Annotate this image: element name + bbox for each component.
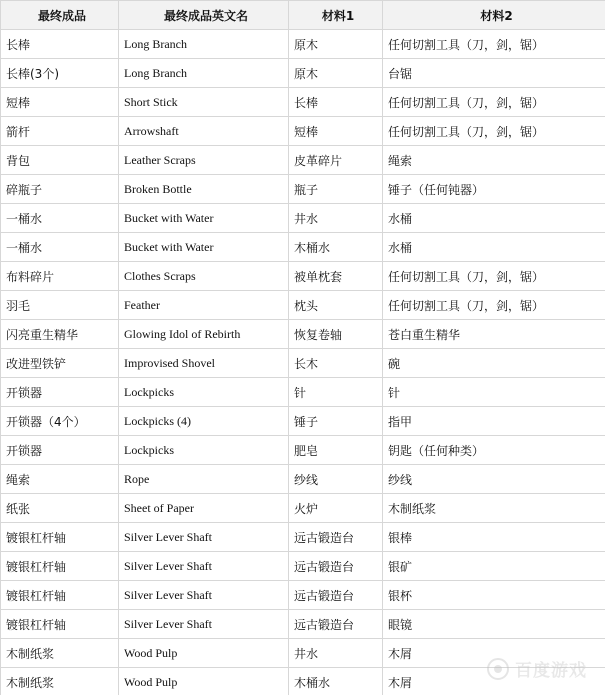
cell-final-product: 开锁器 bbox=[1, 378, 119, 407]
cell-material-2: 钥匙（任何种类） bbox=[383, 436, 605, 465]
table-row bbox=[1, 436, 605, 465]
cell-english-name: Silver Lever Shaft bbox=[119, 581, 289, 610]
table-row bbox=[1, 523, 605, 552]
cell-material-2: 任何切割工具（刀，剑，锯） bbox=[383, 262, 605, 291]
cell-material-1: 皮革碎片 bbox=[289, 146, 383, 175]
cell-english-name: Glowing Idol of Rebirth bbox=[119, 320, 289, 349]
cell-final-product: 镀银杠杆轴 bbox=[1, 552, 119, 581]
cell-material-1: 远古锻造台 bbox=[289, 523, 383, 552]
cell-english-name: Bucket with Water bbox=[119, 204, 289, 233]
cell-material-1: 短棒 bbox=[289, 117, 383, 146]
table-row bbox=[1, 668, 605, 695]
cell-final-product: 长棒(3个) bbox=[1, 59, 119, 88]
table-row bbox=[1, 465, 605, 494]
cell-final-product: 闪亮重生精华 bbox=[1, 320, 119, 349]
cell-english-name: Silver Lever Shaft bbox=[119, 552, 289, 581]
cell-material-2: 指甲 bbox=[383, 407, 605, 436]
cell-material-1: 纱线 bbox=[289, 465, 383, 494]
cell-material-1: 被单枕套 bbox=[289, 262, 383, 291]
cell-english-name: Bucket with Water bbox=[119, 233, 289, 262]
cell-material-1: 远古锻造台 bbox=[289, 552, 383, 581]
cell-english-name: Leather Scraps bbox=[119, 146, 289, 175]
table-row bbox=[1, 320, 605, 349]
cell-english-name: Short Stick bbox=[119, 88, 289, 117]
cell-final-product: 绳索 bbox=[1, 465, 119, 494]
cell-final-product: 木制纸浆 bbox=[1, 668, 119, 695]
cell-english-name: Lockpicks bbox=[119, 436, 289, 465]
cell-english-name: Arrowshaft bbox=[119, 117, 289, 146]
cell-english-name: Clothes Scraps bbox=[119, 262, 289, 291]
cell-material-2: 绳索 bbox=[383, 146, 605, 175]
table-row bbox=[1, 291, 605, 320]
cell-material-2: 水桶 bbox=[383, 204, 605, 233]
cell-material-2: 苍白重生精华 bbox=[383, 320, 605, 349]
cell-material-2: 针 bbox=[383, 378, 605, 407]
cell-final-product: 碎瓶子 bbox=[1, 175, 119, 204]
table-header-row bbox=[1, 1, 605, 30]
cell-english-name: Lockpicks (4) bbox=[119, 407, 289, 436]
cell-material-2: 碗 bbox=[383, 349, 605, 378]
cell-final-product: 长棒 bbox=[1, 30, 119, 59]
header-final-product-english: 最终成品英文名 bbox=[119, 1, 289, 30]
cell-material-2: 银杯 bbox=[383, 581, 605, 610]
cell-material-1: 恢复卷轴 bbox=[289, 320, 383, 349]
cell-final-product: 镀银杠杆轴 bbox=[1, 581, 119, 610]
header-final-product: 最终成品 bbox=[1, 1, 119, 30]
cell-material-2: 水桶 bbox=[383, 233, 605, 262]
table-row bbox=[1, 59, 605, 88]
table-row bbox=[1, 117, 605, 146]
cell-material-2: 锤子（任何钝器） bbox=[383, 175, 605, 204]
cell-material-2: 木屑 bbox=[383, 668, 605, 695]
cell-material-2: 任何切割工具（刀，剑，锯） bbox=[383, 30, 605, 59]
cell-english-name: Lockpicks bbox=[119, 378, 289, 407]
cell-material-1: 原木 bbox=[289, 59, 383, 88]
cell-english-name: Improvised Shovel bbox=[119, 349, 289, 378]
cell-material-1: 木桶水 bbox=[289, 668, 383, 695]
cell-material-2: 木制纸浆 bbox=[383, 494, 605, 523]
table-row bbox=[1, 262, 605, 291]
cell-final-product: 镀银杠杆轴 bbox=[1, 610, 119, 639]
cell-final-product: 一桶水 bbox=[1, 233, 119, 262]
cell-material-2: 任何切割工具（刀，剑，锯） bbox=[383, 117, 605, 146]
cell-material-2: 木屑 bbox=[383, 639, 605, 668]
cell-material-2: 银矿 bbox=[383, 552, 605, 581]
cell-material-1: 肥皂 bbox=[289, 436, 383, 465]
cell-material-1: 井水 bbox=[289, 204, 383, 233]
header-material-1: 材料1 bbox=[289, 1, 383, 30]
cell-english-name: Silver Lever Shaft bbox=[119, 610, 289, 639]
cell-material-2: 纱线 bbox=[383, 465, 605, 494]
cell-material-1: 原木 bbox=[289, 30, 383, 59]
cell-final-product: 纸张 bbox=[1, 494, 119, 523]
cell-material-2: 银棒 bbox=[383, 523, 605, 552]
cell-english-name: Rope bbox=[119, 465, 289, 494]
cell-material-1: 长棒 bbox=[289, 88, 383, 117]
cell-final-product: 羽毛 bbox=[1, 291, 119, 320]
table-row bbox=[1, 494, 605, 523]
cell-material-1: 木桶水 bbox=[289, 233, 383, 262]
cell-english-name: Wood Pulp bbox=[119, 639, 289, 668]
cell-material-2: 任何切割工具（刀，剑，锯） bbox=[383, 88, 605, 117]
table-row bbox=[1, 233, 605, 262]
cell-material-1: 火炉 bbox=[289, 494, 383, 523]
table-row bbox=[1, 30, 605, 59]
cell-english-name: Silver Lever Shaft bbox=[119, 523, 289, 552]
table-row bbox=[1, 88, 605, 117]
table-row bbox=[1, 146, 605, 175]
cell-final-product: 改进型铁铲 bbox=[1, 349, 119, 378]
watermark-text: 百度游戏 bbox=[515, 661, 587, 681]
table-row bbox=[1, 204, 605, 233]
cell-final-product: 一桶水 bbox=[1, 204, 119, 233]
cell-final-product: 镀银杠杆轴 bbox=[1, 523, 119, 552]
cell-english-name: Sheet of Paper bbox=[119, 494, 289, 523]
cell-material-1: 枕头 bbox=[289, 291, 383, 320]
cell-material-1: 针 bbox=[289, 378, 383, 407]
cell-final-product: 木制纸浆 bbox=[1, 639, 119, 668]
header-material-2: 材料2 bbox=[383, 1, 605, 30]
table-row bbox=[1, 552, 605, 581]
cell-english-name: Long Branch bbox=[119, 30, 289, 59]
cell-final-product: 背包 bbox=[1, 146, 119, 175]
cell-english-name: Broken Bottle bbox=[119, 175, 289, 204]
cell-material-1: 瓶子 bbox=[289, 175, 383, 204]
table-row bbox=[1, 639, 605, 668]
table-row bbox=[1, 349, 605, 378]
table-row bbox=[1, 175, 605, 204]
table-row bbox=[1, 407, 605, 436]
cell-material-2: 眼镜 bbox=[383, 610, 605, 639]
cell-final-product: 开锁器（4个） bbox=[1, 407, 119, 436]
table-row bbox=[1, 610, 605, 639]
table-row bbox=[1, 378, 605, 407]
cell-material-1: 井水 bbox=[289, 639, 383, 668]
cell-english-name: Feather bbox=[119, 291, 289, 320]
table-body bbox=[1, 30, 605, 695]
cell-material-1: 远古锻造台 bbox=[289, 610, 383, 639]
cell-final-product: 箭杆 bbox=[1, 117, 119, 146]
cell-english-name: Wood Pulp bbox=[119, 668, 289, 695]
cell-final-product: 开锁器 bbox=[1, 436, 119, 465]
cell-material-2: 台锯 bbox=[383, 59, 605, 88]
cell-english-name: Long Branch bbox=[119, 59, 289, 88]
cell-material-1: 锤子 bbox=[289, 407, 383, 436]
cell-material-1: 长木 bbox=[289, 349, 383, 378]
cell-final-product: 短棒 bbox=[1, 88, 119, 117]
cell-final-product: 布料碎片 bbox=[1, 262, 119, 291]
cell-material-2: 任何切割工具（刀，剑，锯） bbox=[383, 291, 605, 320]
cell-material-1: 远古锻造台 bbox=[289, 581, 383, 610]
table-row bbox=[1, 581, 605, 610]
